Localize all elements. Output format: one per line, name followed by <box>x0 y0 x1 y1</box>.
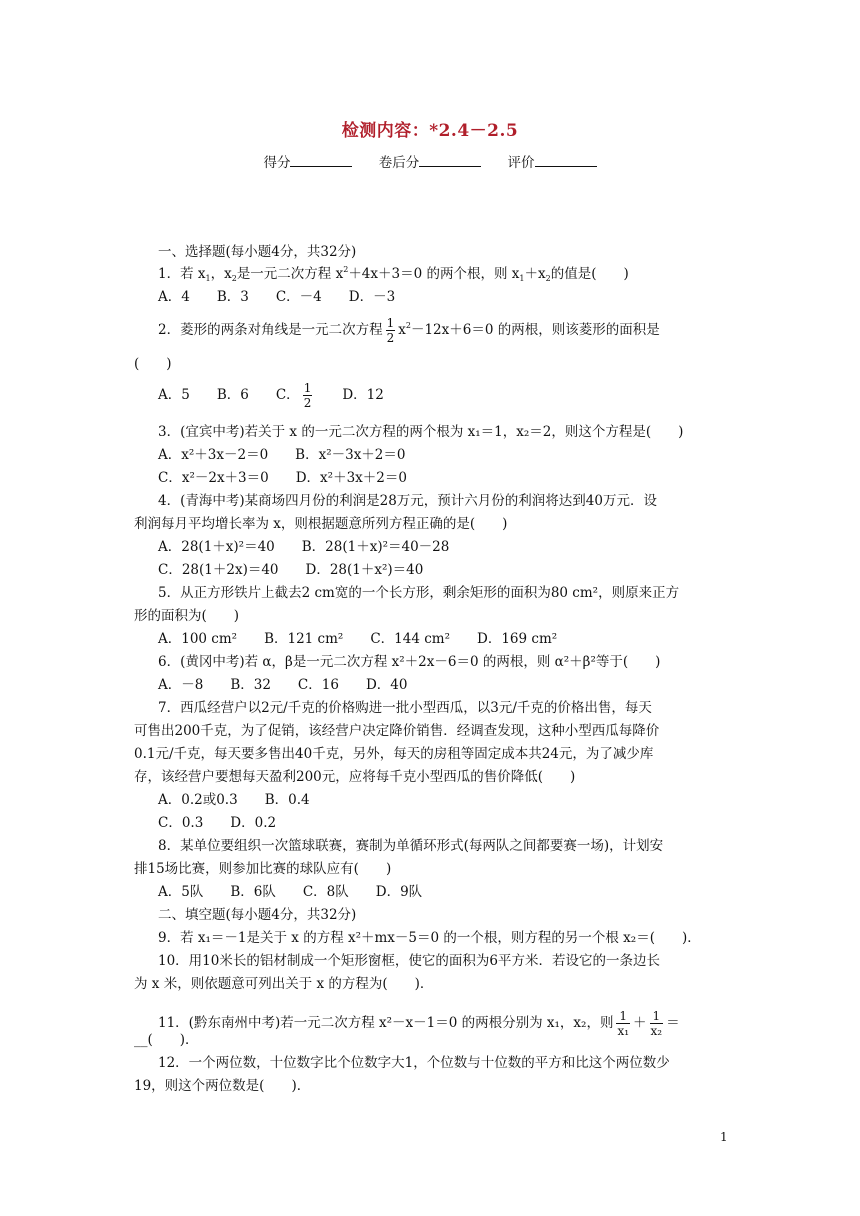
question-12-stem-1: 12．一个两位数，十位数字比个位数字大1，个位数与十位数的平方和比这个两位数少 <box>158 1055 670 1071</box>
question-4-stem-1: 4．(青海中考)某商场四月份的利润是28万元，预计六月份的利润将达到40万元．设 <box>158 493 657 509</box>
question-7-stem-4: 存，该经营户要想每天盈利200元，应将每千克小型西瓜的售价降低( ) <box>134 769 576 785</box>
question-5-options: A．100 cm² B．121 cm² C．144 cm² D．169 cm² <box>158 631 558 647</box>
post-score-label: 卷后分 <box>378 155 420 171</box>
fraction: $\frac{1}{\text{x₁}}$ <box>617 1009 630 1038</box>
question-5-stem-2: 形的面积为( ) <box>134 608 240 624</box>
evaluation-blank <box>535 154 597 167</box>
question-5-stem-1: 5．从正方形铁片上截去2 cm宽的一个长方形，剩余矩形的面积为80 cm²，则原来正方 <box>158 585 680 601</box>
score-label: 得分 <box>263 155 291 171</box>
section1-heading: 一、选择题(每小题4分，共32分) <box>158 244 357 260</box>
score-line <box>0 151 860 171</box>
question-11-stem: 11．(黔东南州中考)若一元二次方程 x²－x－1＝0 的两根分别为 x₁，x₂，则 $\frac{1}{\text{x₁}}$ ＋ $\frac{1}{\text{x₂}}$ ＝ <box>158 1009 680 1038</box>
question-2-continuation: ( ) <box>134 356 172 372</box>
question-3-options-1: A．x²＋3x－2＝0 B．x²－3x＋2＝0 <box>158 447 406 463</box>
question-7-options-1: A．0.2或0.3 B．0.4 <box>158 792 310 808</box>
question-7-stem-1: 7．西瓜经营户以2元/千克的价格购进一批小型西瓜，以3元/千克的价格出售，每天 <box>158 700 652 716</box>
question-8-stem-1: 8．某单位要组织一次篮球联赛，赛制为单循环形式(每两队之间都要赛一场)，计划安 <box>158 838 664 854</box>
evaluation-label: 评价 <box>507 155 535 171</box>
fraction: $\frac{1}{\text{x₂}}$ <box>650 1009 663 1038</box>
question-10-stem-1: 10．用10米长的铝材制成一个矩形窗框，使它的面积为6平方米．若设它的一条边长 <box>158 953 660 969</box>
question-10-stem-2: 为 x 米，则依题意可列出关于 x 的方程为( )． <box>134 976 434 992</box>
question-4-options-2: C．28(1＋2x)＝40 D．28(1＋x²)＝40 <box>158 562 424 578</box>
question-12-stem-2: 19，则这个两位数是( )． <box>134 1078 311 1094</box>
question-7-stem-2: 可售出200千克，为了促销，该经营户决定降价销售．经调查发现，这种小型西瓜每降价 <box>134 723 660 739</box>
section2-heading: 二、填空题(每小题4分，共32分) <box>158 907 357 923</box>
question-4-options-1: A．28(1＋x)²＝40 B．28(1＋x)²＝40－28 <box>158 539 450 555</box>
question-7-options-2: C．0.3 D．0.2 <box>158 815 277 831</box>
question-8-options: A．5队 B．6队 C．8队 D．9队 <box>158 884 423 900</box>
question-7-stem-3: 0.1元/千克，每天要多售出40千克，另外，每天的房租等固定成本共24元，为了减少库 <box>134 746 654 762</box>
fraction: $\frac{1}{2}$ <box>386 316 395 345</box>
question-1-stem: 1．若 $x_1$，$x_2$是一元二次方程 $x^2+4x+3=0$ 的两个根，则 $x_1+x_2$的值是( ) <box>158 265 629 283</box>
question-9-stem: 9．若 x₁＝－1是关于 x 的方程 x²＋mx－5＝0 的一个根，则方程的另一个根 x₂＝( )． <box>158 930 701 946</box>
question-1-options: A．4 B．3 C．－4 D．－3 <box>158 289 396 305</box>
question-8-stem-2: 排15场比赛，则参加比赛的球队应有( ) <box>134 861 392 877</box>
question-2-options: A．5 B．6 C． $\frac{1}{2}$ D．12 <box>158 381 384 410</box>
question-3-stem: 3．(宜宾中考)若关于 x 的一元二次方程的两个根为 x₁＝1，x₂＝2，则这个方程是( ) <box>158 424 684 440</box>
question-4-stem-2: 利润每月平均增长率为 x，则根据题意所列方程正确的是( ) <box>134 516 508 532</box>
fraction: $\frac{1}{2}$ <box>303 381 312 410</box>
question-3-options-2: C．x²－2x＋3＝0 D．x²＋3x＋2＝0 <box>158 470 407 486</box>
post-score-blank <box>419 154 481 167</box>
score-blank <box>290 154 352 167</box>
question-2-stem: 2．菱形的两条对角线是一元二次方程 $\frac{1}{2}$ $x^2-12x+6=0$ 的两根，则该菱形的面积是 <box>158 316 660 345</box>
question-6-options: A．－8 B．32 C．16 D．40 <box>158 677 408 693</box>
page-number: 1 <box>720 1130 728 1144</box>
question-11-continuation: __( )． <box>134 1032 199 1048</box>
page-title: 检测内容：*2.4－2.5 <box>341 121 519 141</box>
question-6-stem: 6．(黄冈中考)若 α，β是一元二次方程 x²＋2x－6＝0 的两根，则 α²＋β²等于( ) <box>158 654 661 670</box>
